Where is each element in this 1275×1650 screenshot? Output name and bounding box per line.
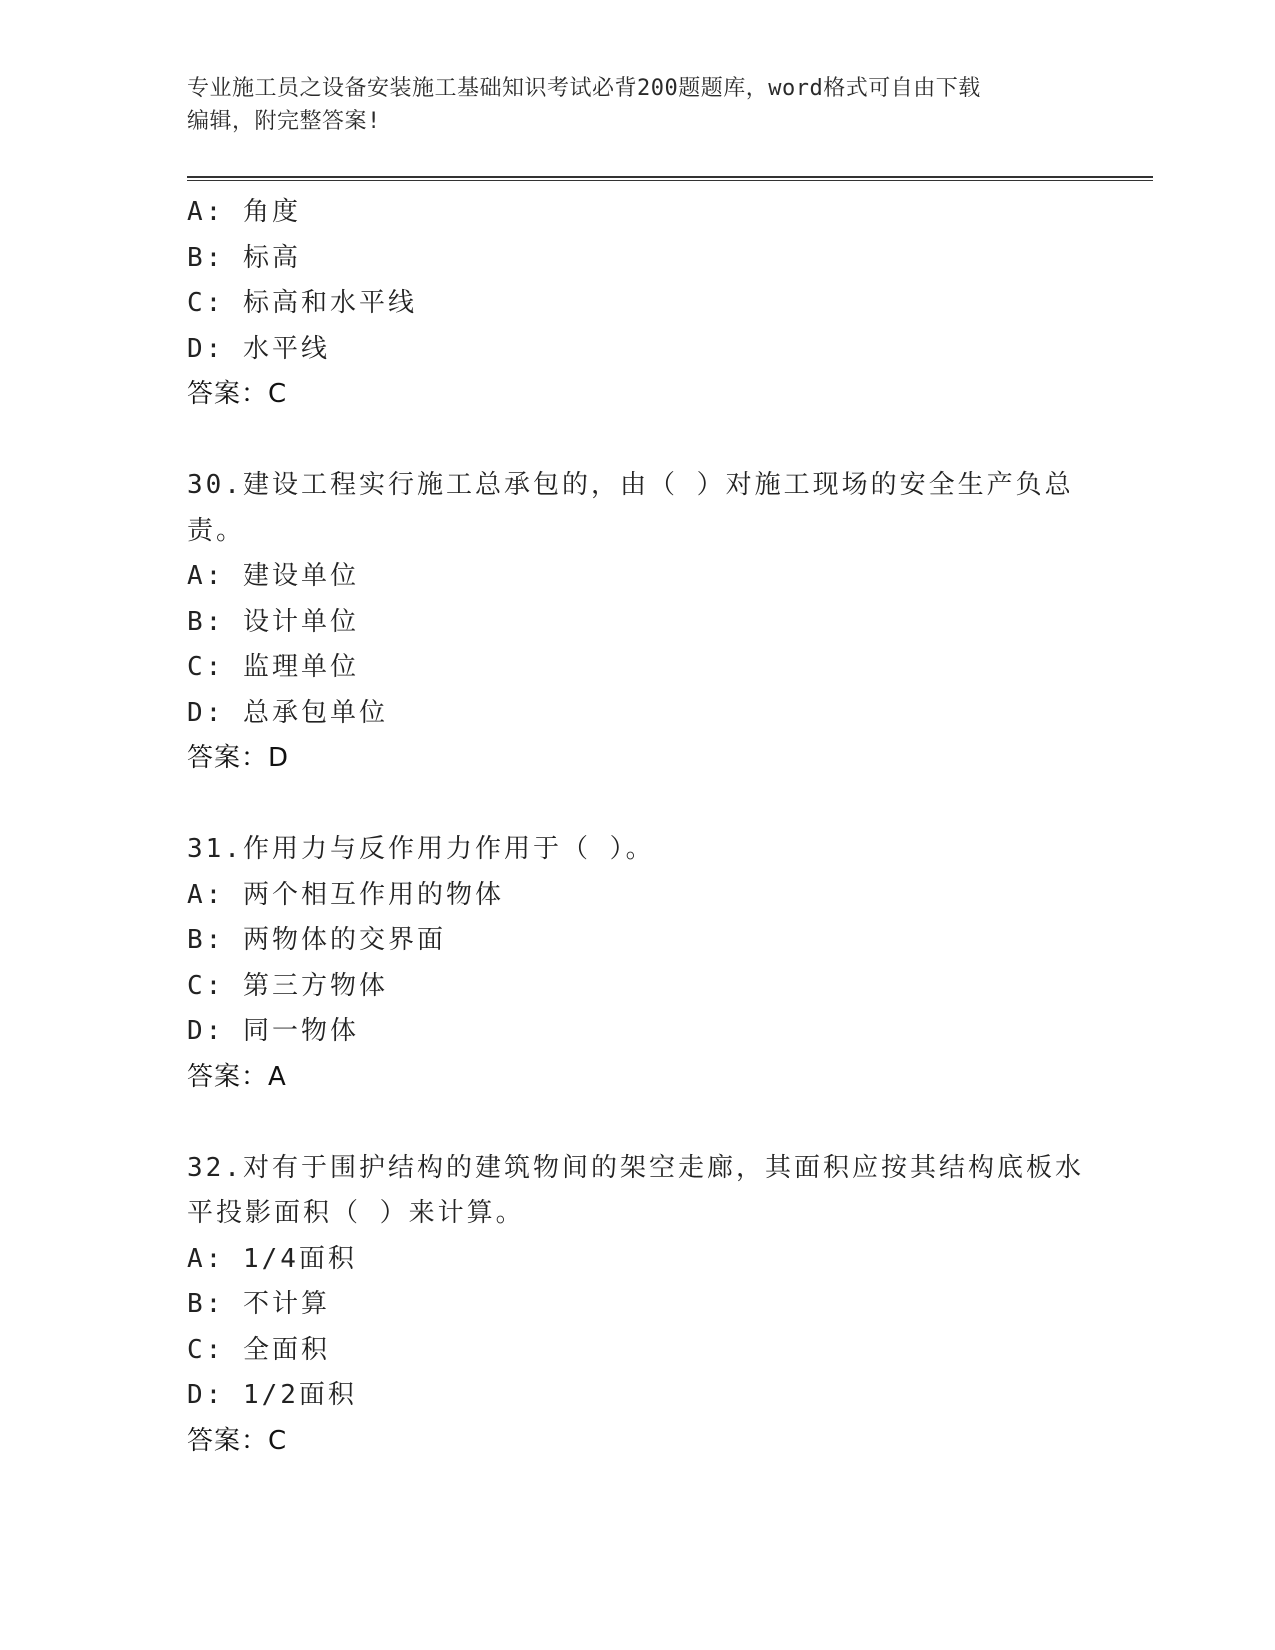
header-title-line-2: 编辑，附完整答案! <box>187 109 381 134</box>
question-stem-line-1: 31.作用力与反作用力作用于（ ）。 <box>187 834 655 864</box>
option-c: C: 全面积 <box>187 1334 330 1365</box>
option-a: A: 建设单位 <box>187 561 359 591</box>
option-d: D: 1/2面积 <box>187 1380 357 1410</box>
question-block-32 <box>187 1146 1087 1465</box>
option-d: D: 水平线 <box>187 333 330 364</box>
header-title-line-1: 专业施工员之设备安装施工基础知识考试必背200题题库，word格式可自由下载 <box>187 76 981 101</box>
question-stem-line-1: 30.建设工程实行施工总承包的，由（ ）对施工现场的安全生产负总 <box>187 470 1074 500</box>
option-b: B: 不计算 <box>187 1289 330 1319</box>
option-d: D: 总承包单位 <box>187 697 388 728</box>
option-c: C: 第三方物体 <box>187 970 388 1001</box>
option-c: C: 监理单位 <box>187 652 359 682</box>
question-stem-line-1: 32.对有于围护结构的建筑物间的架空走廊，其面积应按其结构底板水 <box>187 1152 1084 1183</box>
question-stem-line-2: 责。 <box>187 515 246 546</box>
option-b: B: 标高 <box>187 242 301 273</box>
option-a: A: 两个相互作用的物体 <box>187 879 504 910</box>
option-c: C: 标高和水平线 <box>187 288 417 318</box>
question-stem-line-2: 平投影面积（ ）来计算。 <box>187 1198 525 1228</box>
answer-line: 答案：C <box>187 1425 288 1456</box>
question-block-31 <box>187 827 1087 1100</box>
option-b: B: 两物体的交界面 <box>187 925 446 955</box>
option-b: B: 设计单位 <box>187 606 359 637</box>
question-block-30 <box>187 463 1087 782</box>
header-divider <box>187 176 1153 181</box>
question-list <box>187 190 1087 1464</box>
spacer <box>187 1100 1087 1146</box>
option-a: A: 1/4面积 <box>187 1243 357 1274</box>
answer-line: 答案：C <box>187 379 288 409</box>
option-a: A: 角度 <box>187 197 301 227</box>
answer-line: 答案：A <box>187 1061 287 1092</box>
document-header <box>187 72 1087 138</box>
question-block-previous <box>187 190 1087 418</box>
answer-line: 答案：D <box>187 743 290 773</box>
spacer <box>187 782 1087 828</box>
spacer <box>187 418 1087 464</box>
option-d: D: 同一物体 <box>187 1016 359 1046</box>
